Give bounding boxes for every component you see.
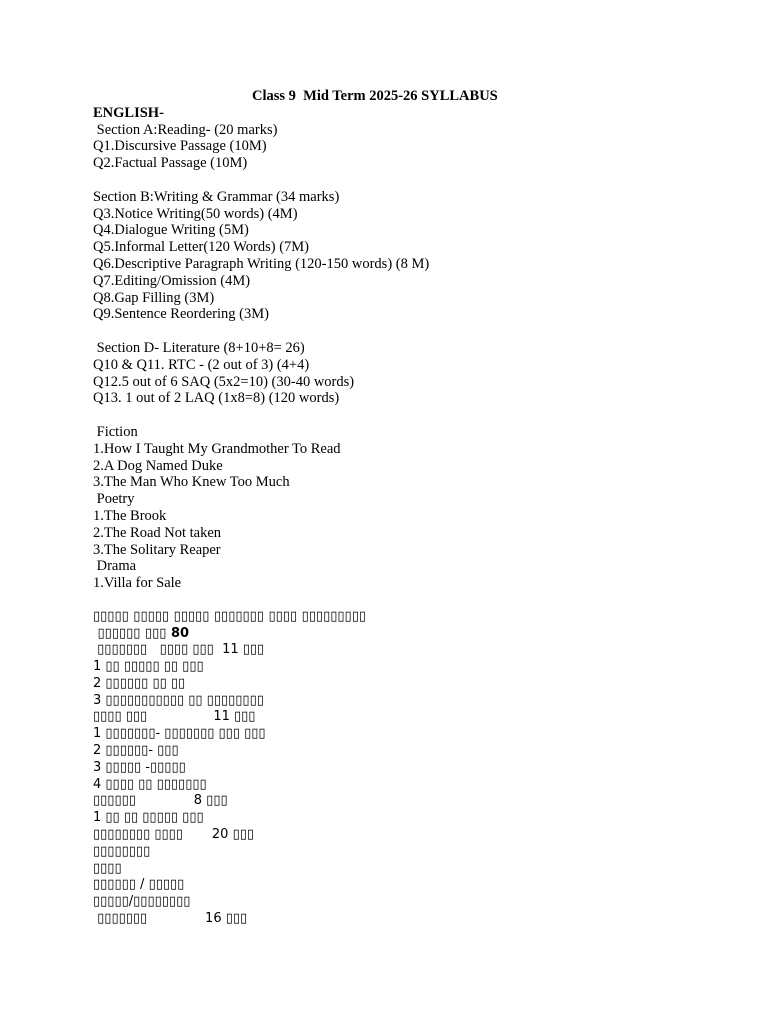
text-line: 1.The Brook bbox=[93, 507, 167, 524]
blank-line bbox=[93, 592, 713, 609]
text-line: ▯▯▯▯▯▯▯▯ ▯▯▯▯ 20 ▯▯▯ bbox=[93, 827, 255, 843]
text-line: 1 ▯▯▯▯▯▯▯- ▯▯▯▯▯▯▯ ▯▯▯ ▯▯▯ bbox=[93, 726, 266, 742]
text-line: ▯▯▯▯▯ ▯▯▯▯▯ ▯▯▯▯▯ ▯▯▯▯▯▯▯ ▯▯▯▯ ▯▯▯▯▯▯▯▯▯ bbox=[93, 608, 367, 624]
blank-line bbox=[93, 172, 713, 189]
text-line: Q5.Informal Letter(120 Words) (7M) bbox=[93, 239, 310, 256]
text-line: ▯▯▯▯▯▯▯ ▯▯▯▯ ▯▯▯ 11 ▯▯▯ bbox=[93, 642, 265, 658]
text-line: ▯▯▯▯▯▯▯▯ bbox=[93, 843, 151, 859]
text-line: Drama bbox=[93, 558, 137, 575]
text-line: Q3.Notice Writing(50 words) (4M) bbox=[93, 205, 298, 222]
text-line: 2 ▯▯▯▯▯▯- ▯▯▯ bbox=[93, 743, 179, 759]
text-line: 1.Villa for Sale bbox=[93, 575, 182, 592]
text-line: 3 ▯▯▯▯▯▯▯▯▯▯▯ ▯▯ ▯▯▯▯▯▯▯▯ bbox=[93, 692, 264, 708]
text-line: 2.The Road Not taken bbox=[93, 524, 222, 541]
text-line: Q6.Descriptive Paragraph Writing (120-150 words) (8 M) bbox=[93, 255, 430, 272]
text-line: 1 ▯▯ ▯▯ ▯▯▯▯▯ ▯▯▯ bbox=[93, 810, 204, 826]
text-line: 2 ▯▯▯▯▯▯ ▯▯ ▯▯ bbox=[93, 675, 186, 691]
text-line: Section A:Reading- (20 marks) bbox=[93, 121, 278, 138]
syllabus-lines bbox=[93, 105, 713, 928]
text-line: Q8.Gap Filling (3M) bbox=[93, 289, 215, 306]
text-line: Poetry bbox=[93, 491, 135, 508]
text-line: 1 ▯▯ ▯▯▯▯▯ ▯▯ ▯▯▯ bbox=[93, 659, 204, 675]
text-line: ▯▯▯▯▯▯ / ▯▯▯▯▯ bbox=[93, 877, 185, 893]
text-line: Q13. 1 out of 2 LAQ (1x8=8) (120 words) bbox=[93, 390, 340, 407]
text-line: ▯▯▯▯ bbox=[93, 860, 122, 876]
text-line: Q2.Factual Passage (10M) bbox=[93, 155, 248, 172]
text-line: ▯▯▯▯▯/▯▯▯▯▯▯▯▯ bbox=[93, 894, 191, 910]
text-line: ENGLISH- bbox=[93, 104, 164, 121]
text-line: 2.A Dog Named Duke bbox=[93, 457, 223, 474]
text-line: Q7.Editing/Omission (4M) bbox=[93, 272, 251, 289]
text-line: Section B:Writing & Grammar (34 marks) bbox=[93, 188, 340, 205]
text-line: 3.The Man Who Knew Too Much bbox=[93, 474, 290, 491]
text-line: ▯▯▯▯▯▯ 8 ▯▯▯ bbox=[93, 793, 228, 809]
text-line: Q1.Discursive Passage (10M) bbox=[93, 138, 267, 155]
text-line: ▯▯▯▯ ▯▯▯ 11 ▯▯▯ bbox=[93, 709, 256, 725]
text-line: Q4.Dialogue Writing (5M) bbox=[93, 222, 249, 239]
text-line: Q10 & Q11. RTC - (2 out of 3) (4+4) bbox=[93, 356, 310, 373]
text-line: Q9.Sentence Reordering (3M) bbox=[93, 306, 269, 323]
syllabus-body bbox=[93, 88, 713, 928]
text-line: Q12.5 out of 6 SAQ (5x2=10) (30-40 words) bbox=[93, 373, 355, 390]
text-line: ▯▯▯▯▯▯ ▯▯▯ 80 bbox=[93, 625, 190, 641]
page-title: Class 9 Mid Term 2025-26 SYLLABUS bbox=[252, 88, 498, 104]
text-line: Fiction bbox=[93, 423, 138, 440]
blank-line bbox=[93, 407, 713, 424]
text-line: 3 ▯▯▯▯▯ -▯▯▯▯▯ bbox=[93, 759, 186, 775]
text-line: 1.How I Taught My Grandmother To Read bbox=[93, 440, 341, 457]
text-line: 3.The Solitary Reaper bbox=[93, 541, 221, 558]
text-line: ▯▯▯▯▯▯▯ 16 ▯▯▯ bbox=[93, 911, 248, 927]
text-line: 4 ▯▯▯▯ ▯▯ ▯▯▯▯▯▯▯ bbox=[93, 776, 207, 792]
text-line: Section D- Literature (8+10+8= 26) bbox=[93, 339, 305, 356]
blank-line bbox=[93, 323, 713, 340]
